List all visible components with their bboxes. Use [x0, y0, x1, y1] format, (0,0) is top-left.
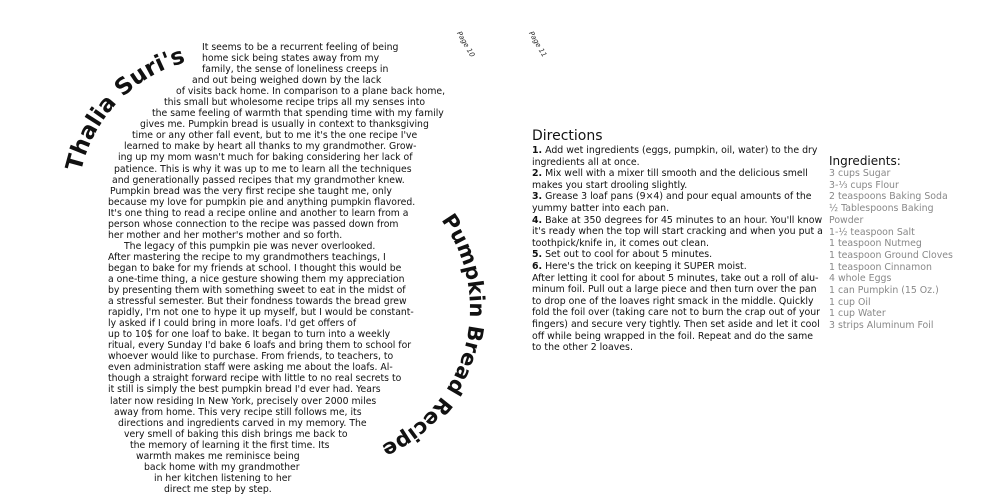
direction-line — [532, 331, 822, 343]
story-line: directions and ingredients carved in my memory. The — [118, 417, 367, 429]
story-line: the memory of learning it the first time. Its — [130, 439, 330, 451]
story-line: up to 10$ for one loaf to bake. It began to turn into a weekly — [108, 329, 391, 341]
direction-line — [532, 296, 822, 308]
story-line: and out being weighed down by the lack — [192, 75, 382, 87]
ingredient-item: 1-½ teaspoon Salt — [829, 226, 915, 238]
direction-step-number: 2. — [532, 168, 543, 180]
direction-text: makes you start drooling slightly. — [532, 179, 688, 191]
direction-line — [532, 238, 822, 250]
story-line: her mother and her mother's mother and so forth. — [108, 229, 343, 241]
ingredient-item: Powder — [829, 214, 864, 226]
direction-text: ingredients all at once. — [532, 156, 640, 168]
ingredient-item: 1 teaspoon Ground Cloves — [829, 249, 953, 261]
story-line: this small but wholesome recipe trips all my senses into — [164, 97, 426, 109]
direction-text: yummy batter into each pan. — [532, 202, 670, 214]
direction-text: minum foil. Pull out a large piece and then turn over the pan — [532, 284, 817, 296]
story-line: very smell of baking this dish brings me back to — [124, 428, 348, 440]
ingredient-item: 3 strips Aluminum Foil — [829, 320, 934, 332]
story-line: learned to make by heart all thanks to my grandmother. Grow- — [124, 141, 417, 153]
story-line: ritual, every Sunday I'd bake 6 loafs and bring them to school for — [108, 340, 412, 352]
direction-step-number: 3. — [532, 191, 543, 203]
story-line: direct me step by step. — [164, 483, 272, 495]
story-line: person whose connection to the recipe was passed down from — [108, 218, 399, 230]
page-number-left: Page 10 — [455, 30, 477, 59]
direction-step-number: 1. — [532, 145, 543, 156]
story-line: whoever would like to purchase. From friends, to teachers, to — [108, 351, 394, 363]
story-line: away from home. This very recipe still follows me, its — [114, 406, 362, 418]
story-line: time or any other fall event, but to me it's the one recipe I've — [132, 130, 418, 142]
story-line: the same feeling of warmth that spending time with my family — [152, 108, 444, 120]
story-line: in her kitchen listening to her — [154, 472, 292, 484]
story-line: Pumpkin bread was the very first recipe she taught me, only — [110, 185, 392, 197]
ingredient-item: ½ Tablespoons Baking — [829, 203, 934, 215]
direction-step-number: 5. — [532, 249, 543, 261]
ingredients-heading: Ingredients: — [829, 154, 901, 168]
subtitle-arc: Pumpkin Bread Recipe — [378, 209, 490, 463]
directions-list — [532, 145, 822, 354]
ingredient-item: 2 teaspoons Baking Soda — [829, 191, 948, 203]
ingredient-item: 3-⅓ cups Flour — [829, 179, 899, 191]
direction-text: toothpick/knife in, it comes out clean. — [532, 237, 710, 249]
story-line: After mastering the recipe to my grandmothers teachings, I — [108, 251, 386, 263]
story-line: it still is simply the best pumpkin bread I'd ever had. Years — [108, 384, 381, 396]
story-line: It's one thing to read a recipe online and another to learn from a — [108, 207, 409, 219]
ingredient-item: 1 can Pumpkin (15 Oz.) — [829, 285, 939, 297]
direction-step-number: 6. — [532, 260, 543, 272]
direction-text: it's ready when the top will start cracking and when you put a — [532, 226, 823, 238]
ingredient-item: 1 cup Oil — [829, 296, 871, 308]
direction-text: Add wet ingredients (eggs, pumpkin, oil, water) to the dry — [542, 145, 818, 156]
direction-line — [532, 145, 822, 157]
story-line: family, the sense of loneliness creeps in — [202, 64, 389, 76]
direction-line — [532, 226, 822, 238]
direction-text: Set out to cool for about 5 minutes. — [542, 249, 713, 261]
direction-text: fingers) and secure very tightly. Then set aside and let it cool — [532, 318, 820, 330]
story-line: because my love for pumpkin pie and anything pumpkin flavored. — [108, 196, 416, 208]
direction-line — [532, 249, 822, 261]
story-line: patience. This is why it was up to me to learn all the techniques — [114, 163, 412, 175]
direction-line — [532, 319, 822, 331]
story-line: a stressful semester. But their fondness towards the bread grew — [108, 296, 407, 308]
story-line: by presenting them with something sweet to eat in the midst of — [108, 285, 406, 297]
story-line: ing up my mom wasn't much for baking considering her lack of — [118, 152, 413, 164]
direction-line — [532, 342, 822, 354]
direction-step-number: 4. — [532, 214, 543, 226]
direction-text: Bake at 350 degrees for 45 minutes to an hour. You'll know — [542, 214, 823, 226]
ingredient-item: 1 teaspoon Cinnamon — [829, 261, 932, 273]
ingredient-item: 4 whole Eggs — [829, 273, 892, 285]
story-line: home sick being states away from my — [202, 53, 380, 65]
direction-line — [532, 215, 822, 227]
story-line: though a straight forward recipe with little to no real secrets to — [108, 373, 402, 385]
story-line: back home with my grandmother — [144, 461, 300, 473]
story-line: later now residing In New York, precisely over 2000 miles — [110, 395, 377, 407]
direction-text: After letting it cool for about 5 minutes, take out a roll of alu- — [532, 272, 819, 284]
direction-text: off while being wrapped in the foil. Repeat and do the same — [532, 330, 814, 342]
direction-line — [532, 261, 822, 273]
story-line: gives me. Pumpkin bread is usually in context to thanksgiving — [140, 119, 429, 131]
direction-line — [532, 180, 822, 192]
story-line: rapidly, I'm not one to hype it up myself, but I would be constant- — [108, 307, 414, 319]
direction-line — [532, 157, 822, 169]
direction-text: Grease 3 loaf pans (9×4) and pour equal amounts of the — [542, 191, 812, 203]
story-line: a one-time thing, a nice gesture showing them my appreciation — [108, 273, 405, 285]
story-line: began to bake for my friends at school. I thought this would be — [108, 262, 402, 274]
story-line: and generationally passed recipes that my grandmother knew. — [112, 174, 405, 186]
story-line: ly asked if I could bring in more loafs. I'd get offers of — [108, 318, 357, 330]
ingredient-item: 1 teaspoon Nutmeg — [829, 238, 922, 250]
ingredient-item: 1 cup Water — [829, 308, 886, 320]
story-line: warmth makes me reminisce being — [136, 450, 300, 462]
direction-text: Mix well with a mixer till smooth and the delicious smell — [542, 168, 808, 180]
direction-line — [532, 307, 822, 319]
ingredients-list — [829, 168, 953, 332]
ingredient-item: 3 cups Sugar — [829, 168, 891, 179]
story-line: It seems to be a recurrent feeling of being — [202, 42, 399, 53]
story-line: of visits back home. In comparison to a plane back home, — [176, 86, 446, 98]
direction-line — [532, 168, 822, 180]
direction-text: to the other 2 loaves. — [532, 342, 633, 354]
direction-text: Here's the trick on keeping it SUPER moist. — [542, 260, 747, 272]
direction-text: to drop one of the loaves right smack in the middle. Quickly — [532, 295, 814, 307]
page-number-right: Page 11 — [527, 30, 549, 59]
direction-line — [532, 191, 822, 203]
direction-text: fold the foil over (taking care not to burn the crap out of your — [532, 307, 821, 319]
direction-line — [532, 273, 822, 285]
directions-heading: Directions — [532, 128, 603, 144]
title-arc: Thalia Suri's — [61, 42, 188, 174]
story-line: The legacy of this pumpkin pie was never overlooked. — [124, 240, 376, 252]
direction-line — [532, 284, 822, 296]
direction-line — [532, 203, 822, 215]
story-line: even administration staff were asking me about the loafs. Al- — [108, 362, 393, 374]
